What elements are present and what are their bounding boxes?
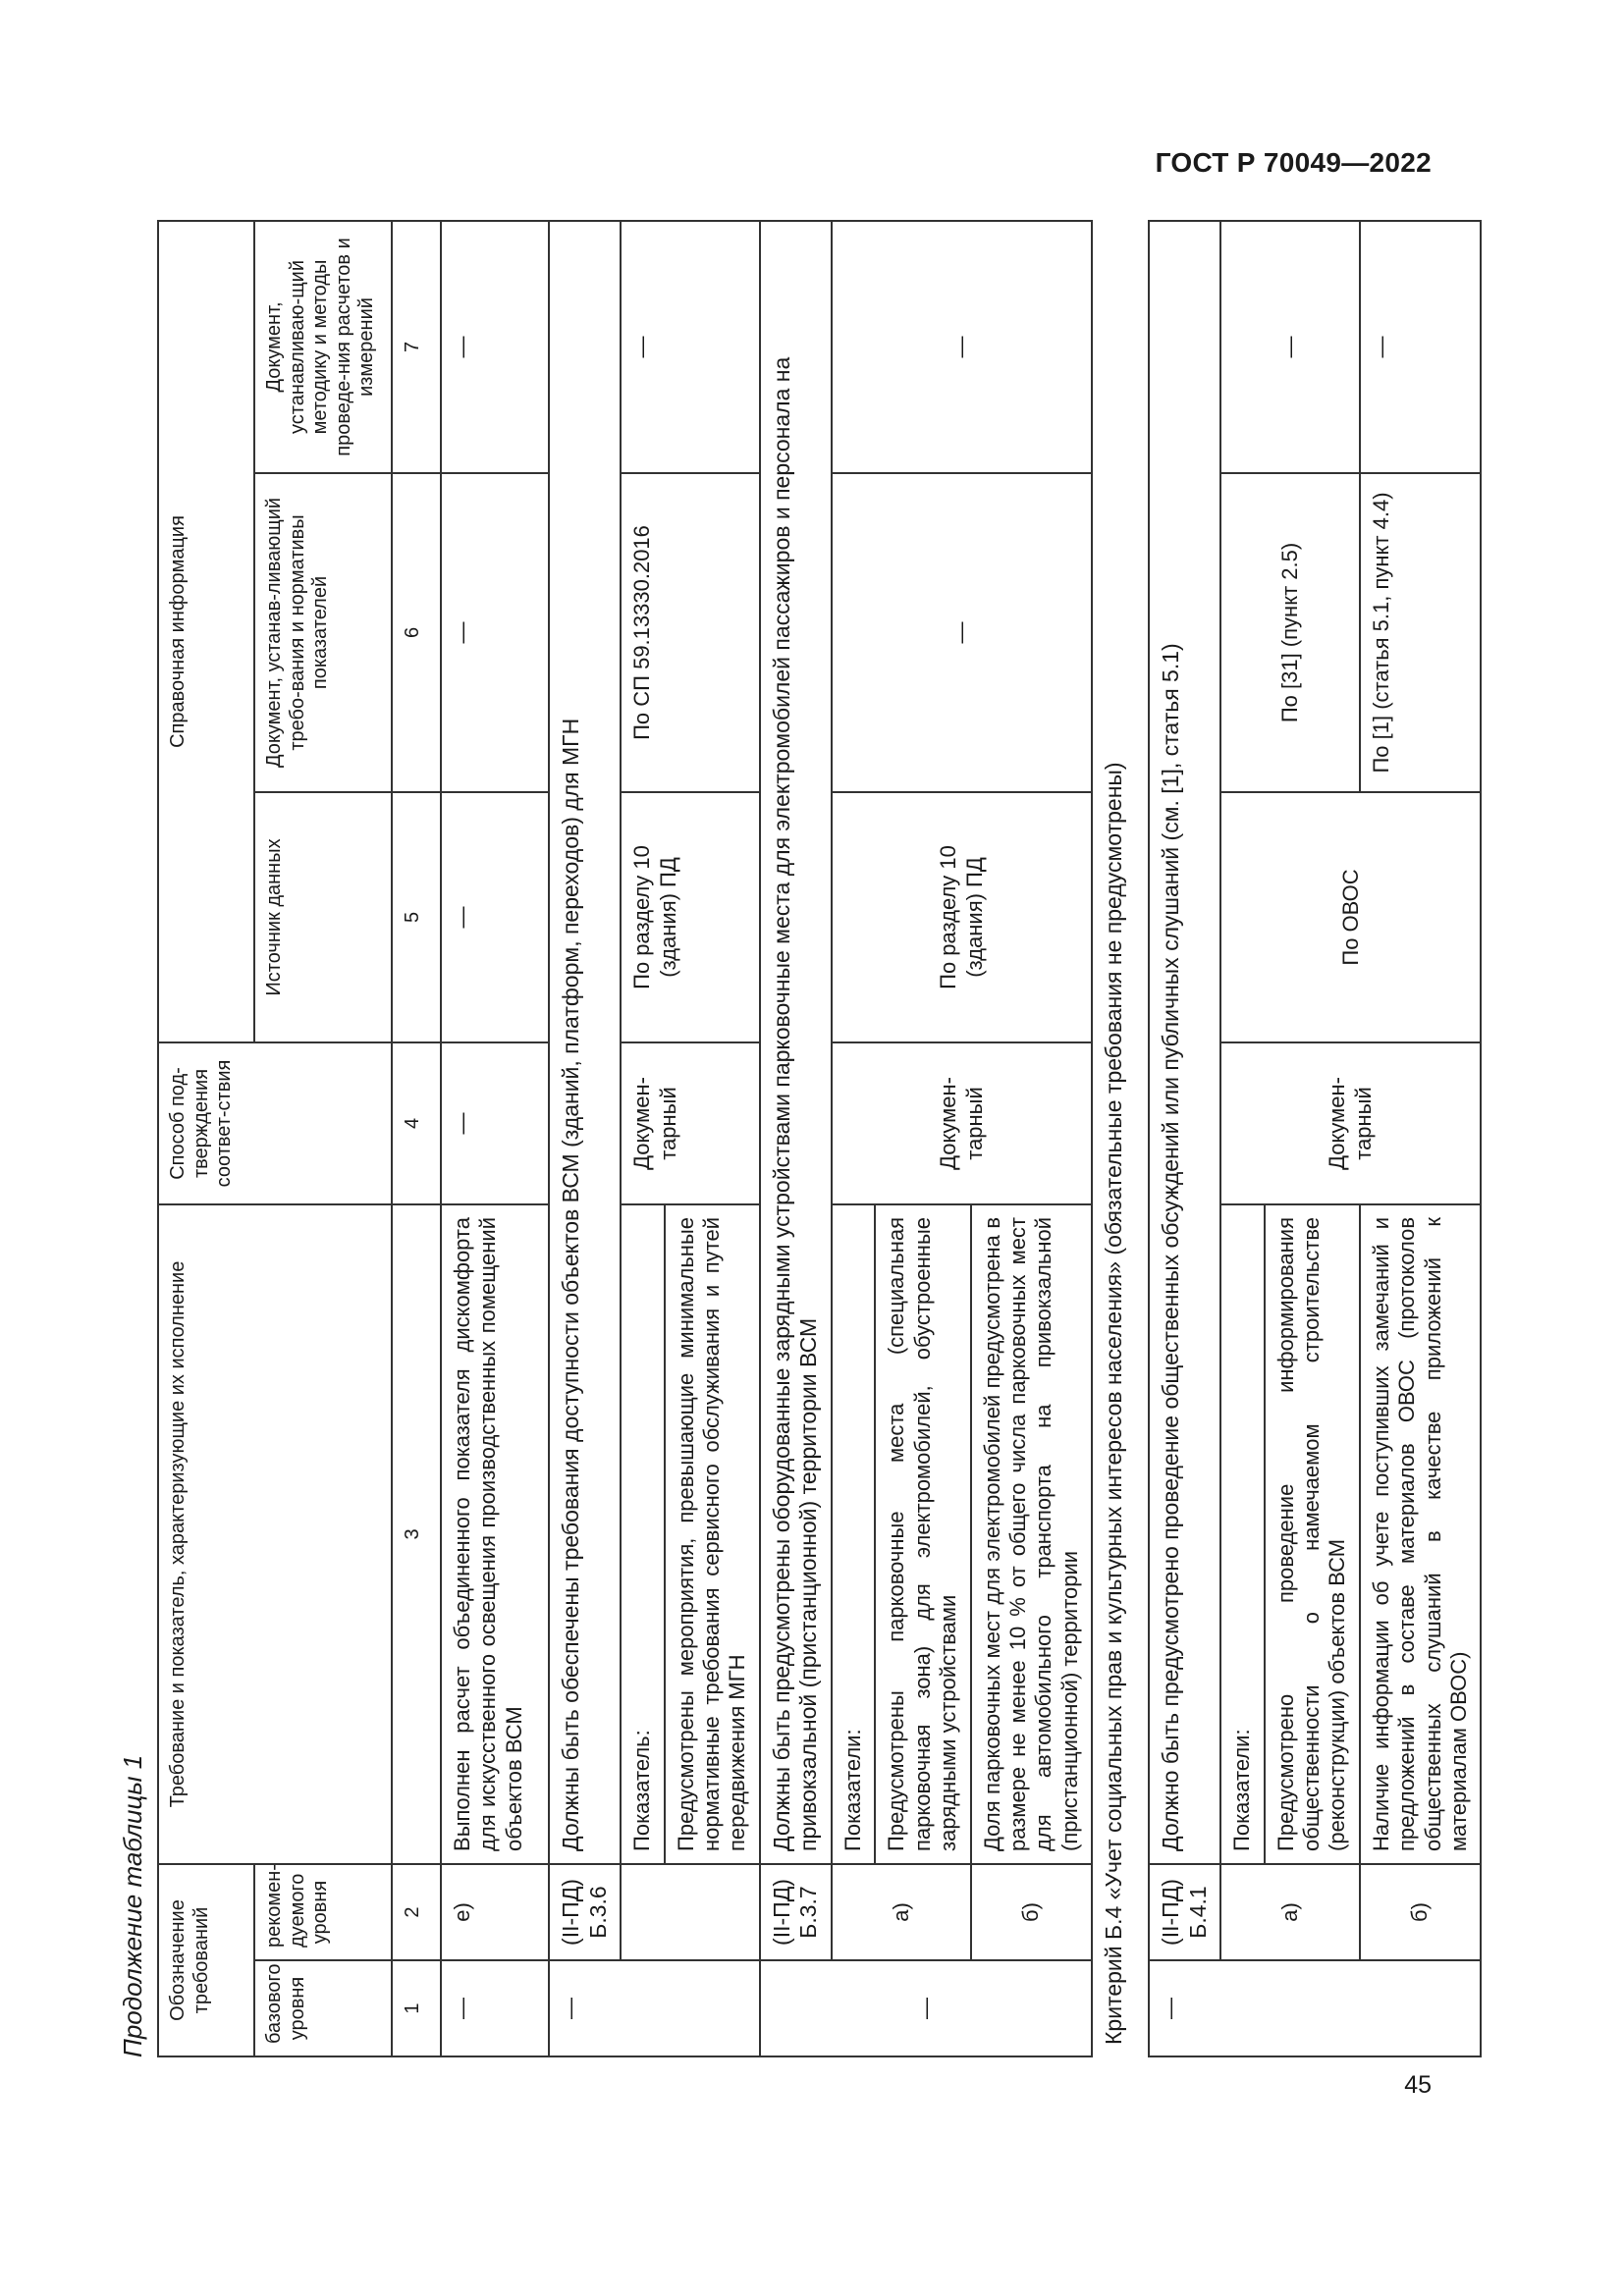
col-number: 5 <box>392 792 441 1042</box>
table-row <box>832 221 875 2056</box>
requirement-cell: Предусмотрены парковочные места (специальная парковочная зона) для электромобилей, обустроенные зарядными устройствами <box>875 1204 970 1864</box>
requirement-cell: Выполнен расчет объединенного показателя дискомфорта для искусственного освещения производственных помещений объектов ВСМ <box>441 1204 549 1864</box>
rotated-table-block <box>108 222 1471 2057</box>
table-caption: Продолжение таблицы 1 <box>118 1754 147 2057</box>
table-row <box>1149 221 1220 2056</box>
rec-level-cell: б) <box>971 1864 1093 1960</box>
method-cell: Докумен-тарный <box>1220 1042 1481 1204</box>
source-cell: — <box>441 792 549 1042</box>
requirement-cell: Предусмотрено проведение информирования общественности о намечаемом строительстве (реконструкции) объектов ВСМ <box>1265 1204 1360 1864</box>
rec-level-cell: е) <box>441 1864 549 1960</box>
method-cell: — <box>441 1042 549 1204</box>
doc-method-cell: — <box>621 221 760 473</box>
standard-designation: ГОСТ Р 70049—2022 <box>1155 147 1432 178</box>
doc-cell: — <box>832 473 1092 792</box>
col-number: 7 <box>392 221 441 473</box>
rec-level-cell: б) <box>1360 1864 1482 1960</box>
doc-cell: По СП 59.13330.2016 <box>621 473 760 792</box>
col-number: 3 <box>392 1204 441 1864</box>
head-designation: Обозначение требований <box>158 1864 254 2056</box>
indicator-label: Показатели: <box>1220 1204 1264 1864</box>
head-doc-methods: Документ, устанавливаю-щий методику и методы проведе-ния расчетов и измерений <box>254 221 392 473</box>
rec-level-cell <box>621 1864 760 1960</box>
doc-method-cell: — <box>1360 221 1482 473</box>
table-row <box>760 221 832 2056</box>
doc-method-cell: — <box>1220 221 1360 473</box>
base-level-cell: — <box>760 1960 1092 2056</box>
head-base-level: базового уровня <box>254 1960 392 2056</box>
requirement-code: (II-ПД) Б.3.7 <box>760 1864 832 1960</box>
base-level-cell: — <box>549 1960 760 2056</box>
requirement-code: (II-ПД) Б.3.6 <box>549 1864 621 1960</box>
head-requirement: Требование и показатель, характеризующие их исполнение <box>158 1204 392 1864</box>
col-number: 4 <box>392 1042 441 1204</box>
head-method: Способ под-тверждения соответ-ствия <box>158 1042 392 1204</box>
requirement-title: Должны быть предусмотрены оборудованные зарядными устройствами парковочные места для электромобилей пассажиров и персонала на привокзальной (пристанционной) территории ВСМ <box>760 221 832 1864</box>
doc-cell: По [31] (пункт 2.5) <box>1220 473 1360 792</box>
head-data-source: Источник данных <box>254 792 392 1042</box>
table-row <box>441 221 549 2056</box>
base-level-cell: — <box>441 1960 549 2056</box>
requirements-table <box>157 220 1482 2057</box>
requirement-cell: Наличие информации об учете поступивших замечаний и предложений в составе материалов ОВОС (протоколов общественных слушаний в качестве приложений к материалам ОВОС) <box>1360 1204 1482 1864</box>
requirement-cell: Доля парковочных мест для электромобилей предусмотрена в размере не менее 10 % от общего числа парковочных мест для автомобильного транспорта на привокзальной (пристанционной) территории <box>971 1204 1093 1864</box>
column-numbers-row <box>392 221 441 2056</box>
table-row <box>1220 221 1264 2056</box>
col-number: 1 <box>392 1960 441 2056</box>
requirement-code: (II-ПД) Б.4.1 <box>1149 1864 1220 1960</box>
source-cell: По ОВОС <box>1220 792 1481 1042</box>
source-cell: По разделу 10 (здания) ПД <box>832 792 1092 1042</box>
col-number: 6 <box>392 473 441 792</box>
head-doc-requirements: Документ, устанав-ливающий требо-вания и нормативы показателей <box>254 473 392 792</box>
criterion-row <box>1092 221 1149 2056</box>
head-recommended-level: рекомен-дуемого уровня <box>254 1864 392 1960</box>
doc-method-cell: — <box>441 221 549 473</box>
indicator-label: Показатели: <box>832 1204 875 1864</box>
method-cell: Докумен-тарный <box>832 1042 1092 1204</box>
requirement-title: Должно быть предусмотрено проведение общественных обсуждений или публичных слушаний (см. [1], статья 5.1) <box>1149 221 1220 1864</box>
rec-level-cell: а) <box>832 1864 971 1960</box>
indicator-label: Показатель: <box>621 1204 664 1864</box>
requirement-title: Должны быть обеспечены требования доступности объектов ВСМ (зданий, платформ, переходов) для МГН <box>549 221 621 1864</box>
doc-cell: — <box>441 473 549 792</box>
doc-cell: По [1] (статья 5.1, пункт 4.4) <box>1360 473 1482 792</box>
page-number: 45 <box>1404 2071 1432 2099</box>
table-row <box>549 221 621 2056</box>
criterion-title: Критерий Б.4 «Учет социальных прав и культурных интересов населения» (обязательные требования не предусмотрены) <box>1092 221 1149 2056</box>
source-cell: По разделу 10 (здания) ПД <box>621 792 760 1042</box>
base-level-cell: — <box>1149 1960 1481 2056</box>
doc-method-cell: — <box>832 221 1092 473</box>
head-reference-info: Справочная информация <box>158 221 254 1042</box>
rec-level-cell: а) <box>1220 1864 1360 1960</box>
table-row <box>621 221 664 2056</box>
col-number: 2 <box>392 1864 441 1960</box>
requirement-cell: Предусмотрены мероприятия, превышающие минимальные нормативные требования сервисного обслуживания и путей передвижения МГН <box>665 1204 760 1864</box>
method-cell: Докумен-тарный <box>621 1042 760 1204</box>
